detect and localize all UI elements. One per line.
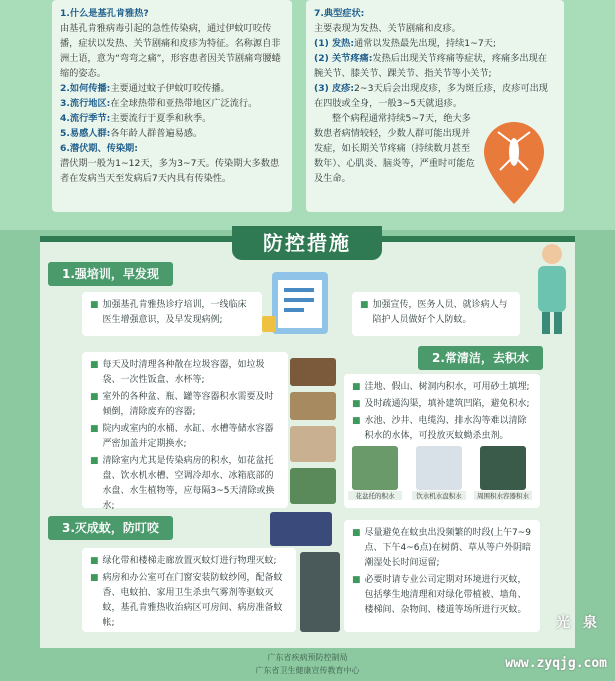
s2-right-item: 及时疏通沟渠，填补建筑凹陷，避免积水; — [364, 399, 530, 409]
doctor-illustration-icon — [520, 236, 580, 336]
containers-photo — [290, 392, 336, 420]
symptom-joint-label: (2) 关节疼痛: — [314, 53, 373, 64]
buckets-photo — [290, 426, 336, 462]
q2-text: 主要通过蚊子伊蚊叮咬传播。 — [110, 83, 230, 94]
mosquito-lamp-photo — [270, 512, 332, 546]
s3-left-box — [82, 548, 296, 632]
s1-right-text: 加强宣传，医务人员、就诊病人与陪护人员做好个人防蚊。 — [372, 300, 508, 325]
info-panel-right — [306, 0, 564, 212]
caption-dispenser: 饮水机水盘积水 — [412, 491, 466, 500]
flowerpot-photo — [290, 468, 336, 504]
q4-heading: 4.流行季节: — [60, 113, 111, 124]
s3-right-box — [344, 520, 540, 632]
bullet-icon: ■ — [352, 416, 361, 426]
caption-containers: 周围积水容器积水 — [474, 491, 532, 500]
bullet-icon: ■ — [90, 360, 99, 370]
container-water-photo — [480, 446, 526, 490]
s2-right-item: 洼地、假山、树洞内积水，可用砂土填埋; — [364, 382, 530, 392]
footer-org-2: 广东省卫生健康宣传教育中心 — [255, 666, 360, 675]
watermark-url: www.zyqjg.com — [505, 656, 607, 671]
q2-heading: 2.如何传播: — [60, 83, 111, 94]
bullet-icon: ■ — [90, 392, 99, 402]
bullet-icon: ■ — [90, 300, 99, 310]
caption-flowerpot: 花盆托的积水 — [348, 491, 402, 500]
watermark-brand: 光 泉 — [556, 615, 601, 631]
symptom-fever-text: 通常以发热最先出现，持续1~7天; — [354, 38, 496, 49]
s1-left-text: 加强基孔肯雅热诊疗培训，一线临床医生增强意识，及早发现病例; — [102, 300, 247, 325]
s1-right-box — [352, 292, 520, 336]
bullet-icon: ■ — [352, 575, 361, 585]
bullet-icon: ■ — [352, 399, 361, 409]
symptom-rash-text: 2~3天后会出现皮疹，多为斑丘疹，皮疹可出现在四肢或全身，一般3~5天就退疹。 — [314, 83, 548, 109]
s2-left-item: 室外的各种盆、瓶、罐等容器积水需要及时倾倒，清除废弃的容器; — [102, 392, 274, 417]
symptom-joint-text: 发热后出现关节疼痛等症状，疼痛多出现在腕关节、膝关节、踝关节、指关节等小关节; — [314, 53, 547, 79]
tag-cleaning: 2.常清洁，去积水 — [418, 346, 543, 370]
s2-right-item: 水池、沙井、电缆沟、排水沟等难以清除积水的水体，可投放灭蚊蚴杀虫剂。 — [364, 416, 527, 441]
flowerpot-water-photo — [352, 446, 398, 490]
clipboard-icon — [262, 268, 352, 338]
q1-text: 由基孔肯雅病毒引起的急性传染病，通过伊蚊叮咬传播，症状以发热、关节剧痛和皮疹为特征。名称源自非洲土语，意为“弯弯之痛”，形容患者因关节剧痛弯腰蜷缩的姿态。 — [60, 23, 281, 79]
mosquito-pin-icon — [478, 118, 550, 210]
bullet-icon: ■ — [90, 456, 99, 466]
tag-training: 1.强培训，早发现 — [48, 262, 173, 286]
bullet-icon: ■ — [360, 300, 369, 310]
footer-org-1: 广东省疾病预防控制局 — [267, 653, 348, 662]
s3-left-item: 病房和办公室可在门窗安装防蚊纱网，配备蚊香、电蚊拍、家用卫生杀虫气雾剂等驱蚊灭蚊，基孔肯雅热收治病区可房间、病房准备蚊帐; — [102, 573, 283, 628]
q1-heading: 1.什么是基孔肯雅热? — [60, 8, 149, 19]
symptom-rash-label: (3) 皮疹: — [314, 83, 355, 94]
window-screen-photo — [300, 552, 340, 632]
trash-photo — [290, 358, 336, 386]
bullet-icon: ■ — [90, 556, 99, 566]
s3-right-item: 尽量避免在蚊虫出没频繁的时段(上午7~9点、下午4~6点)在树荫、草从等户外阴暗潮湿处长时间逗留; — [364, 528, 532, 568]
dispenser-water-photo — [416, 446, 462, 490]
s3-left-item: 绿化带和楼梯走廊放置灭蚊灯进行物理灭蚊; — [102, 556, 277, 566]
symptom-fever-label: (1) 发热: — [314, 38, 355, 49]
bullet-icon: ■ — [352, 528, 361, 538]
q6-text: 潜伏期一般为1~12天，多为3~7天。传染期大多数患者在发病当天至发病后7天内具有传染性。 — [60, 158, 280, 184]
q7-heading: 7.典型症状: — [314, 8, 365, 19]
q6-heading: 6.潜伏期、传染期: — [60, 143, 138, 154]
s2-left-item: 每天及时清理各种散在垃圾容器，如垃圾袋、一次性饭盒、水杯等; — [102, 360, 265, 385]
q5-heading: 5.易感人群: — [60, 128, 111, 139]
s2-left-item: 清除室内尤其是传染病房的积水，如花盆托盘、饮水机水槽、空调冷却水、冰箱底部的水盘、水生植物等，应每隔3~5天清除或换水; — [102, 456, 275, 511]
q4-text: 主要流行于夏季和秋季。 — [110, 113, 212, 124]
s3-right-item: 必要时请专业公司定期对环境进行灭蚊，包括孳生地清理和对绿化带植被、墙角、楼梯间、杂物间、楼道等场所进行灭蚊。 — [364, 575, 527, 615]
tag-mosquito: 3.灭成蚊，防叮咬 — [48, 516, 173, 540]
info-panel-left — [52, 0, 292, 212]
s2-left-item: 院内或室内的水桶、水缸、水槽等储水容器严密加盖并定期换水; — [102, 424, 274, 449]
s1-left-box — [82, 292, 262, 336]
course-text: 整个病程通常持续5~7天，绝大多数患者病情较轻，少数人群可能出现并发症，如长期关节疼痛（持续数月甚至数年）、心肌炎、脑炎等，严重时可能危及生命。 — [314, 113, 475, 184]
q3-heading: 3.流行地区: — [60, 98, 111, 109]
section-title-banner — [232, 226, 382, 260]
s2-left-box — [82, 352, 288, 511]
section-title: 防控措施 — [263, 231, 351, 255]
bullet-icon: ■ — [352, 382, 361, 392]
q3-text: 在全球热带和亚热带地区广泛流行。 — [110, 98, 258, 109]
bullet-icon: ■ — [90, 573, 99, 583]
q5-text: 各年龄人群普遍易感。 — [110, 128, 203, 139]
bullet-icon: ■ — [90, 424, 99, 434]
q7-intro: 主要表现为发热、关节剧痛和皮疹。 — [314, 23, 461, 34]
